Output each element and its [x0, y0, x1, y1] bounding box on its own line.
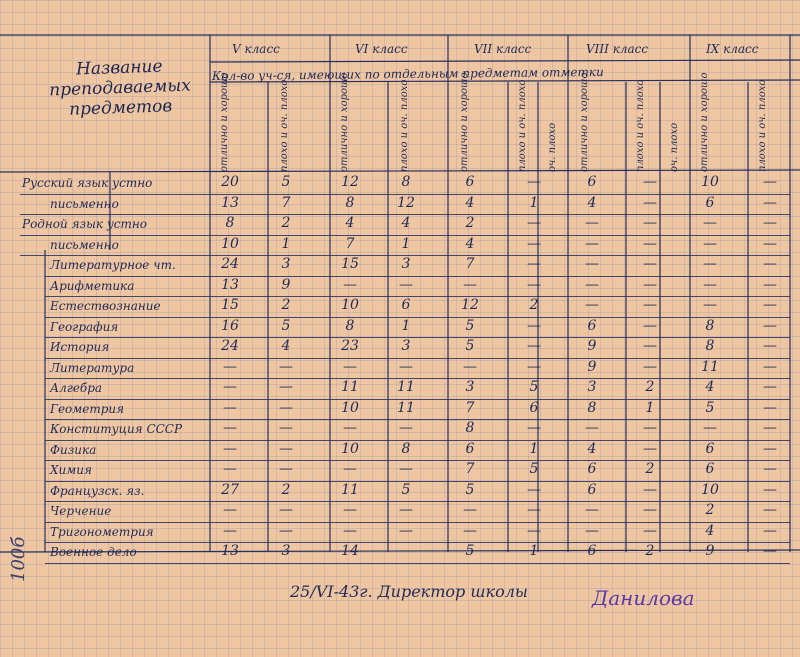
row-label: Военное дело	[50, 545, 137, 559]
row-label: письменно	[50, 196, 119, 211]
table-cell: 12	[397, 194, 415, 211]
table-cell: —	[463, 522, 477, 539]
table-cell: 8	[587, 399, 597, 416]
row-label: Естествознание	[50, 299, 161, 313]
table-cell: 8	[345, 194, 355, 211]
table-cell: —	[279, 420, 293, 436]
table-cell: —	[279, 358, 293, 375]
row-label: письменно	[50, 237, 119, 252]
table-cell: —	[585, 276, 599, 293]
table-cell: 10	[221, 235, 239, 252]
table-cell: —	[343, 276, 357, 293]
col-head-vi-bad: плохо и оч. плохо	[399, 79, 410, 172]
table-cell: —	[763, 174, 777, 190]
table-cell: 4	[401, 215, 411, 231]
row-label: География	[50, 319, 119, 334]
table-cell: —	[527, 317, 541, 334]
table-cell: —	[763, 194, 777, 211]
table-cell: —	[643, 174, 657, 190]
table-cell: —	[763, 522, 777, 539]
col-head-viii-verybad: оч. плохо	[669, 122, 680, 172]
table-cell: —	[527, 256, 541, 272]
table-cell: 11	[701, 358, 719, 375]
table-cell: —	[763, 399, 777, 416]
table-cell: 15	[341, 256, 359, 272]
table-cell: 6	[705, 194, 715, 211]
table-cell: 3	[587, 379, 597, 395]
table-cell: —	[643, 440, 657, 457]
subject-column-header: Название преподаваемых предметов	[48, 56, 192, 120]
table-cell: —	[527, 358, 541, 375]
table-cell: —	[223, 440, 237, 457]
table-cell: 2	[281, 481, 291, 498]
grades-subheader: Кол-во уч-ся, имеющих по отдельным предметам отметки	[211, 64, 604, 84]
table-cell: 11	[341, 379, 359, 395]
table-cell: 7	[465, 399, 475, 416]
table-cell: 20	[221, 174, 239, 190]
table-cell: 10	[701, 481, 719, 498]
table-cell: 8	[225, 215, 235, 231]
table-cell: 6	[705, 440, 715, 457]
table-cell: —	[463, 502, 477, 518]
table-cell: 2	[281, 215, 291, 231]
col-head-ix-good: отлично и хорошо	[699, 72, 710, 172]
table-cell: 4	[705, 379, 715, 395]
table-cell: 7	[345, 235, 355, 252]
margin-note: 100б	[8, 536, 29, 582]
table-cell: 1	[281, 235, 291, 252]
table-cell: —	[279, 502, 293, 518]
row-label: Родной язык устно	[22, 217, 148, 231]
table-cell: —	[763, 420, 777, 436]
table-cell: 11	[397, 379, 415, 395]
table-cell: 4	[587, 194, 597, 211]
table-cell: 13	[221, 276, 239, 293]
table-cell: 1	[401, 235, 411, 252]
table-cell: —	[585, 256, 599, 272]
table-cell: —	[527, 481, 541, 498]
table-cell: 15	[221, 297, 239, 313]
table-cell: 4	[281, 338, 291, 354]
table-cell: 6	[587, 543, 597, 559]
table-cell: 9	[281, 276, 291, 293]
table-cell: 5	[465, 481, 475, 498]
table-cell: 8	[401, 174, 411, 190]
table-cell: 9	[587, 338, 597, 354]
row-label: Химия	[50, 463, 92, 477]
table-cell: —	[399, 461, 413, 477]
table-cell: —	[643, 215, 657, 231]
table-cell: 8	[465, 420, 475, 436]
table-cell: —	[763, 297, 777, 313]
table-cell: —	[527, 522, 541, 539]
col-head-vii-bad: плохо и оч. плохо	[517, 79, 528, 172]
table-cell: 1	[529, 440, 539, 457]
table-cell: —	[703, 235, 717, 252]
table-cell: —	[343, 522, 357, 539]
table-cell: 2	[645, 461, 655, 477]
table-cell: —	[279, 522, 293, 539]
table-cell: 6	[587, 481, 597, 498]
table-cell: 6	[401, 297, 411, 313]
table-cell: 12	[341, 174, 359, 190]
row-label: Алгебра	[50, 381, 103, 395]
table-cell: —	[585, 215, 599, 231]
table-cell: —	[527, 235, 541, 252]
table-cell: 10	[341, 440, 359, 457]
date-and-director: 25/VI-43г. Директор школы	[290, 582, 528, 601]
table-cell: —	[763, 256, 777, 272]
table-cell: —	[763, 461, 777, 477]
class-header-vii: VII класс	[474, 42, 532, 56]
table-cell: —	[343, 502, 357, 518]
table-cell: —	[223, 379, 237, 395]
table-cell: 2	[645, 379, 655, 395]
table-cell: 10	[701, 174, 719, 190]
table-cell: 5	[465, 338, 475, 354]
row-label: Геометрия	[50, 401, 125, 416]
class-header-viii: VIII класс	[586, 42, 649, 56]
table-cell: 14	[341, 543, 359, 559]
table-cell: 24	[221, 256, 239, 272]
col-head-v-bad: плохо и оч. плохо	[279, 79, 290, 172]
table-cell: —	[763, 440, 777, 457]
table-cell: —	[527, 420, 541, 436]
table-cell: —	[585, 420, 599, 436]
table-cell: 8	[705, 338, 715, 354]
table-cell: —	[763, 276, 777, 293]
table-cell: 7	[465, 461, 475, 477]
table-cell: —	[279, 440, 293, 457]
table-cell: 6	[587, 174, 597, 190]
table-cell: 5	[281, 174, 291, 190]
table-cell: 5	[465, 543, 475, 559]
table-cell: 13	[221, 194, 239, 211]
table-cell: —	[585, 235, 599, 252]
table-cell: —	[763, 502, 777, 518]
table-cell: 3	[281, 256, 291, 272]
table-cell: —	[763, 379, 777, 395]
table-cell: —	[643, 276, 657, 293]
col-head-vii-verybad: оч. плохо	[547, 122, 558, 172]
table-cell: 4	[465, 194, 475, 211]
table-cell: —	[763, 317, 777, 334]
table-cell: 1	[645, 399, 655, 416]
table-cell: —	[763, 481, 777, 498]
col-head-vi-good: отлично и хорошо	[339, 72, 350, 172]
table-cell: 4	[587, 440, 597, 457]
director-signature: Данилова	[592, 586, 695, 610]
table-cell: —	[399, 276, 413, 293]
table-cell: 6	[529, 399, 539, 416]
table-cell: —	[343, 420, 357, 436]
col-head-vii-good: отлично и хорошо	[459, 72, 470, 172]
table-cell: —	[279, 399, 293, 416]
col-head-viii-bad: плохо и оч. плохо	[635, 79, 646, 172]
class-header-vi: VI класс	[355, 42, 408, 56]
row-label: Физика	[50, 442, 97, 457]
table-cell: —	[703, 420, 717, 436]
table-cell: —	[643, 502, 657, 518]
table-cell: 2	[529, 297, 539, 313]
col-head-viii-good: отлично и хорошо	[579, 72, 590, 172]
table-cell: —	[399, 358, 413, 375]
table-cell: 5	[281, 317, 291, 334]
table-cell: —	[703, 215, 717, 231]
table-cell: 27	[221, 481, 239, 498]
table-cell: —	[399, 543, 413, 559]
table-cell: 4	[465, 235, 475, 252]
table-cell: —	[643, 194, 657, 211]
row-label: Арифметика	[50, 278, 135, 293]
table-cell: 9	[587, 358, 597, 375]
table-cell: 5	[465, 317, 475, 334]
table-cell: —	[527, 215, 541, 231]
table-cell: 24	[221, 338, 239, 354]
table-cell: 12	[461, 297, 479, 313]
table-cell: —	[279, 379, 293, 395]
table-cell: —	[703, 297, 717, 313]
table-cell: 16	[221, 317, 239, 334]
table-cell: 6	[465, 440, 475, 457]
table-cell: —	[223, 399, 237, 416]
table-cell: —	[643, 338, 657, 354]
table-cell: —	[703, 276, 717, 293]
table-cell: 10	[341, 399, 359, 416]
row-label: Русский язык устно	[22, 176, 153, 190]
table-cell: —	[763, 215, 777, 231]
table-cell: 4	[705, 522, 715, 539]
table-cell: 7	[281, 194, 291, 211]
table-cell: 10	[341, 297, 359, 313]
table-cell: —	[643, 235, 657, 252]
table-cell: —	[643, 256, 657, 272]
table-cell: 6	[587, 461, 597, 477]
table-cell: —	[527, 338, 541, 354]
table-cell: 1	[529, 543, 539, 559]
table-cell: —	[703, 256, 717, 272]
table-cell: 1	[529, 194, 539, 211]
table-cell: —	[463, 358, 477, 375]
table-cell: 5	[529, 379, 539, 395]
table-cell: 5	[401, 481, 411, 498]
table-cell: —	[399, 420, 413, 436]
col-head-ix-bad: плохо и оч. плохо	[757, 79, 768, 172]
row-label: История	[50, 340, 110, 354]
row-label: Французск. яз.	[50, 483, 145, 498]
table-cell: 2	[281, 297, 291, 313]
table-cell: 3	[281, 543, 291, 559]
table-cell: —	[585, 522, 599, 539]
table-cell: 8	[401, 440, 411, 457]
table-cell: 6	[587, 317, 597, 334]
row-label: Черчение	[50, 504, 112, 518]
class-header-v: V класс	[232, 42, 280, 56]
table-cell: —	[643, 297, 657, 313]
table-cell: —	[343, 461, 357, 477]
table-cell: —	[585, 297, 599, 313]
table-cell: 6	[705, 461, 715, 477]
table-cell: —	[343, 358, 357, 375]
table-cell: —	[223, 358, 237, 375]
table-cell: 8	[345, 317, 355, 334]
table-cell: 3	[465, 379, 475, 395]
table-cell: —	[763, 358, 777, 375]
table-cell: 3	[401, 338, 411, 354]
table-cell: —	[643, 317, 657, 334]
table-cell: 5	[705, 399, 715, 416]
table-cell: —	[223, 461, 237, 477]
table-cell: —	[223, 420, 237, 436]
row-label: Тригонометрия	[50, 524, 154, 539]
table-cell: —	[763, 235, 777, 252]
table-cell: 23	[341, 338, 359, 354]
table-cell: 11	[397, 399, 415, 416]
table-cell: —	[279, 461, 293, 477]
table-cell: —	[527, 174, 541, 190]
table-cell: —	[643, 522, 657, 539]
table-cell: —	[463, 276, 477, 293]
row-label: Конституция СССР	[50, 422, 183, 436]
table-cell: 9	[705, 543, 715, 559]
table-cell: 2	[645, 543, 655, 559]
table-cell: —	[763, 338, 777, 354]
table-cell: —	[643, 481, 657, 498]
class-header-ix: IX класс	[706, 42, 759, 56]
table-cell: —	[527, 502, 541, 518]
table-cell: 6	[465, 174, 475, 190]
table-cell: —	[763, 543, 777, 559]
table-cell: —	[223, 522, 237, 539]
table-cell: —	[643, 420, 657, 436]
table-cell: 3	[401, 256, 411, 272]
table-cell: 2	[465, 215, 475, 231]
table-cell: 2	[705, 502, 715, 518]
table-cell: 11	[341, 481, 359, 498]
table-cell: 5	[529, 461, 539, 477]
table-cell: 4	[345, 215, 355, 231]
table-cell: —	[399, 522, 413, 539]
row-divider	[45, 563, 790, 564]
table-cell: 1	[401, 317, 411, 334]
table-cell: —	[223, 502, 237, 518]
row-label: Литературное чт.	[50, 258, 176, 272]
table-cell: 7	[465, 256, 475, 272]
table-cell: —	[527, 276, 541, 293]
table-cell: —	[399, 502, 413, 518]
row-label: Литература	[50, 360, 135, 375]
table-cell: 8	[705, 317, 715, 334]
table-cell: —	[643, 358, 657, 375]
table-cell: 13	[221, 543, 239, 559]
table-cell: —	[585, 502, 599, 518]
col-head-v-good: отлично и хорошо	[219, 72, 230, 172]
